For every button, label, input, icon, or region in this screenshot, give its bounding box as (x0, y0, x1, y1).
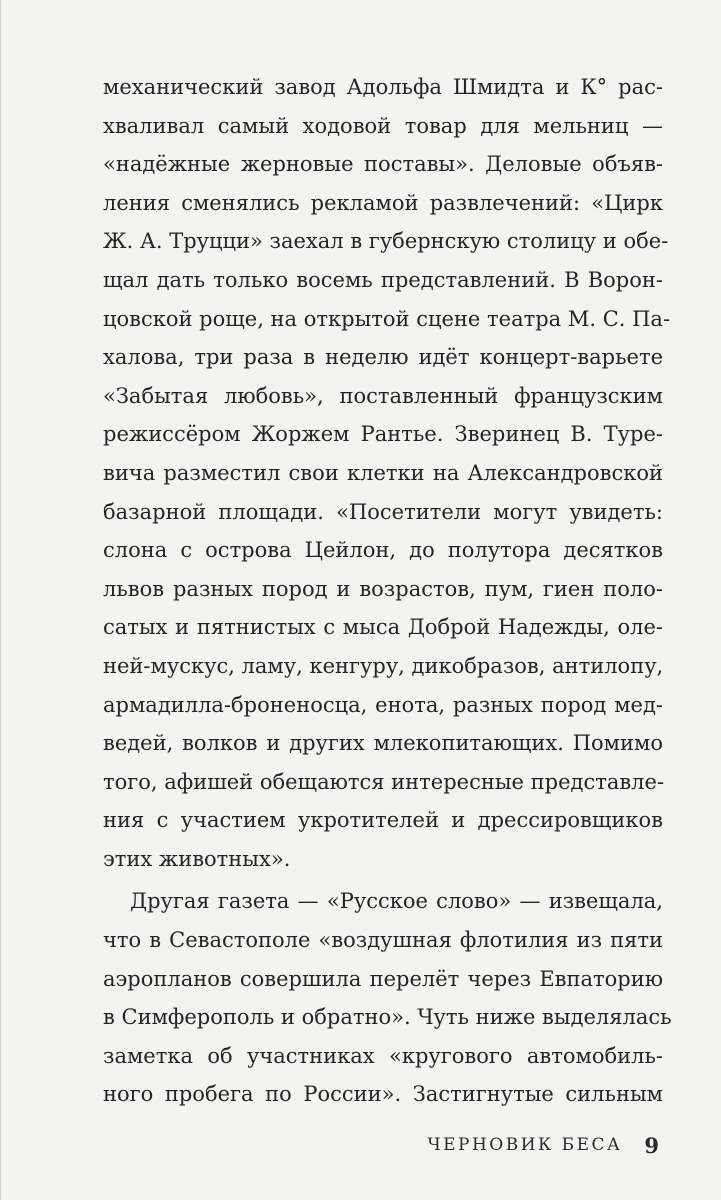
running-title: ЧЕРНОВИК БЕСА (427, 1135, 623, 1155)
text-line: режиссёром Жоржем Рантье. Зверинец В. Туре- (103, 422, 663, 447)
text-line: «надёжные жерновые поставы». Деловые объяв- (103, 152, 663, 177)
paragraph-1 (103, 68, 671, 878)
text-line: хваливал самый ходовой товар для мельниц — (103, 113, 663, 138)
text-line: ления сменялись рекламой развлечений: «Цирк (103, 190, 663, 215)
text-line: механический завод Адольфа Шмидта и К° рас- (103, 75, 663, 99)
text-line: «Забытая любовь», поставленный французским (103, 383, 663, 408)
text-line: заметка об участниках «кругового автомобиль- (103, 1043, 663, 1068)
text-line: Ж. А. Труцци» заехал в губернскую столицу и обе- (103, 229, 669, 254)
body-text (103, 68, 672, 1114)
text-line: львов разных пород и возрастов, пум, гиен поло- (103, 576, 663, 601)
text-line: ведей, волков и других млекопитающих. Помимо (103, 731, 663, 756)
text-line: халова, три раза в неделю идёт концерт-варьете (103, 345, 663, 370)
text-line: базарной площади. «Посетители могут увидеть: (103, 499, 663, 524)
text-line: ния с участием укротителей и дрессировщиков (103, 808, 663, 833)
text-line: сатых и пятнистых с мыса Доброй Надежды, оле- (103, 615, 663, 640)
text-line: этих животных». (103, 846, 291, 871)
text-line: ного пробега по России». Застигнутые сильным (103, 1082, 663, 1107)
page-footer (427, 1128, 659, 1162)
text-line: вича разместил свои клетки на Александровской (103, 460, 663, 485)
page-number: 9 (644, 1132, 659, 1158)
text-line: цовской роще, на открытой сцене театра М. С. Па- (103, 306, 671, 331)
text-line: в Симферополь и обратно». Чуть ниже выделялась (103, 1005, 672, 1030)
text-line: того, афишей обещаются интересные представле- (103, 769, 665, 794)
text-line: Другая газета — «Русское слово» — извещала, (130, 889, 663, 914)
text-line: аэропланов совершила перелёт через Евпаторию (103, 966, 663, 991)
text-line: что в Севастополе «воздушная флотилия из пяти (103, 928, 663, 953)
page-edge (0, 0, 1, 1200)
text-line: слона с острова Цейлон, до полутора десятков (103, 538, 663, 563)
text-line: щал дать только восемь представлений. В Ворон- (103, 267, 663, 292)
text-line: ней-мускус, ламу, кенгуру, дикобразов, антилопу, (103, 653, 664, 678)
text-line: армадилла-броненосца, енота, разных пород мед- (103, 692, 663, 717)
paragraph-2 (103, 882, 672, 1114)
